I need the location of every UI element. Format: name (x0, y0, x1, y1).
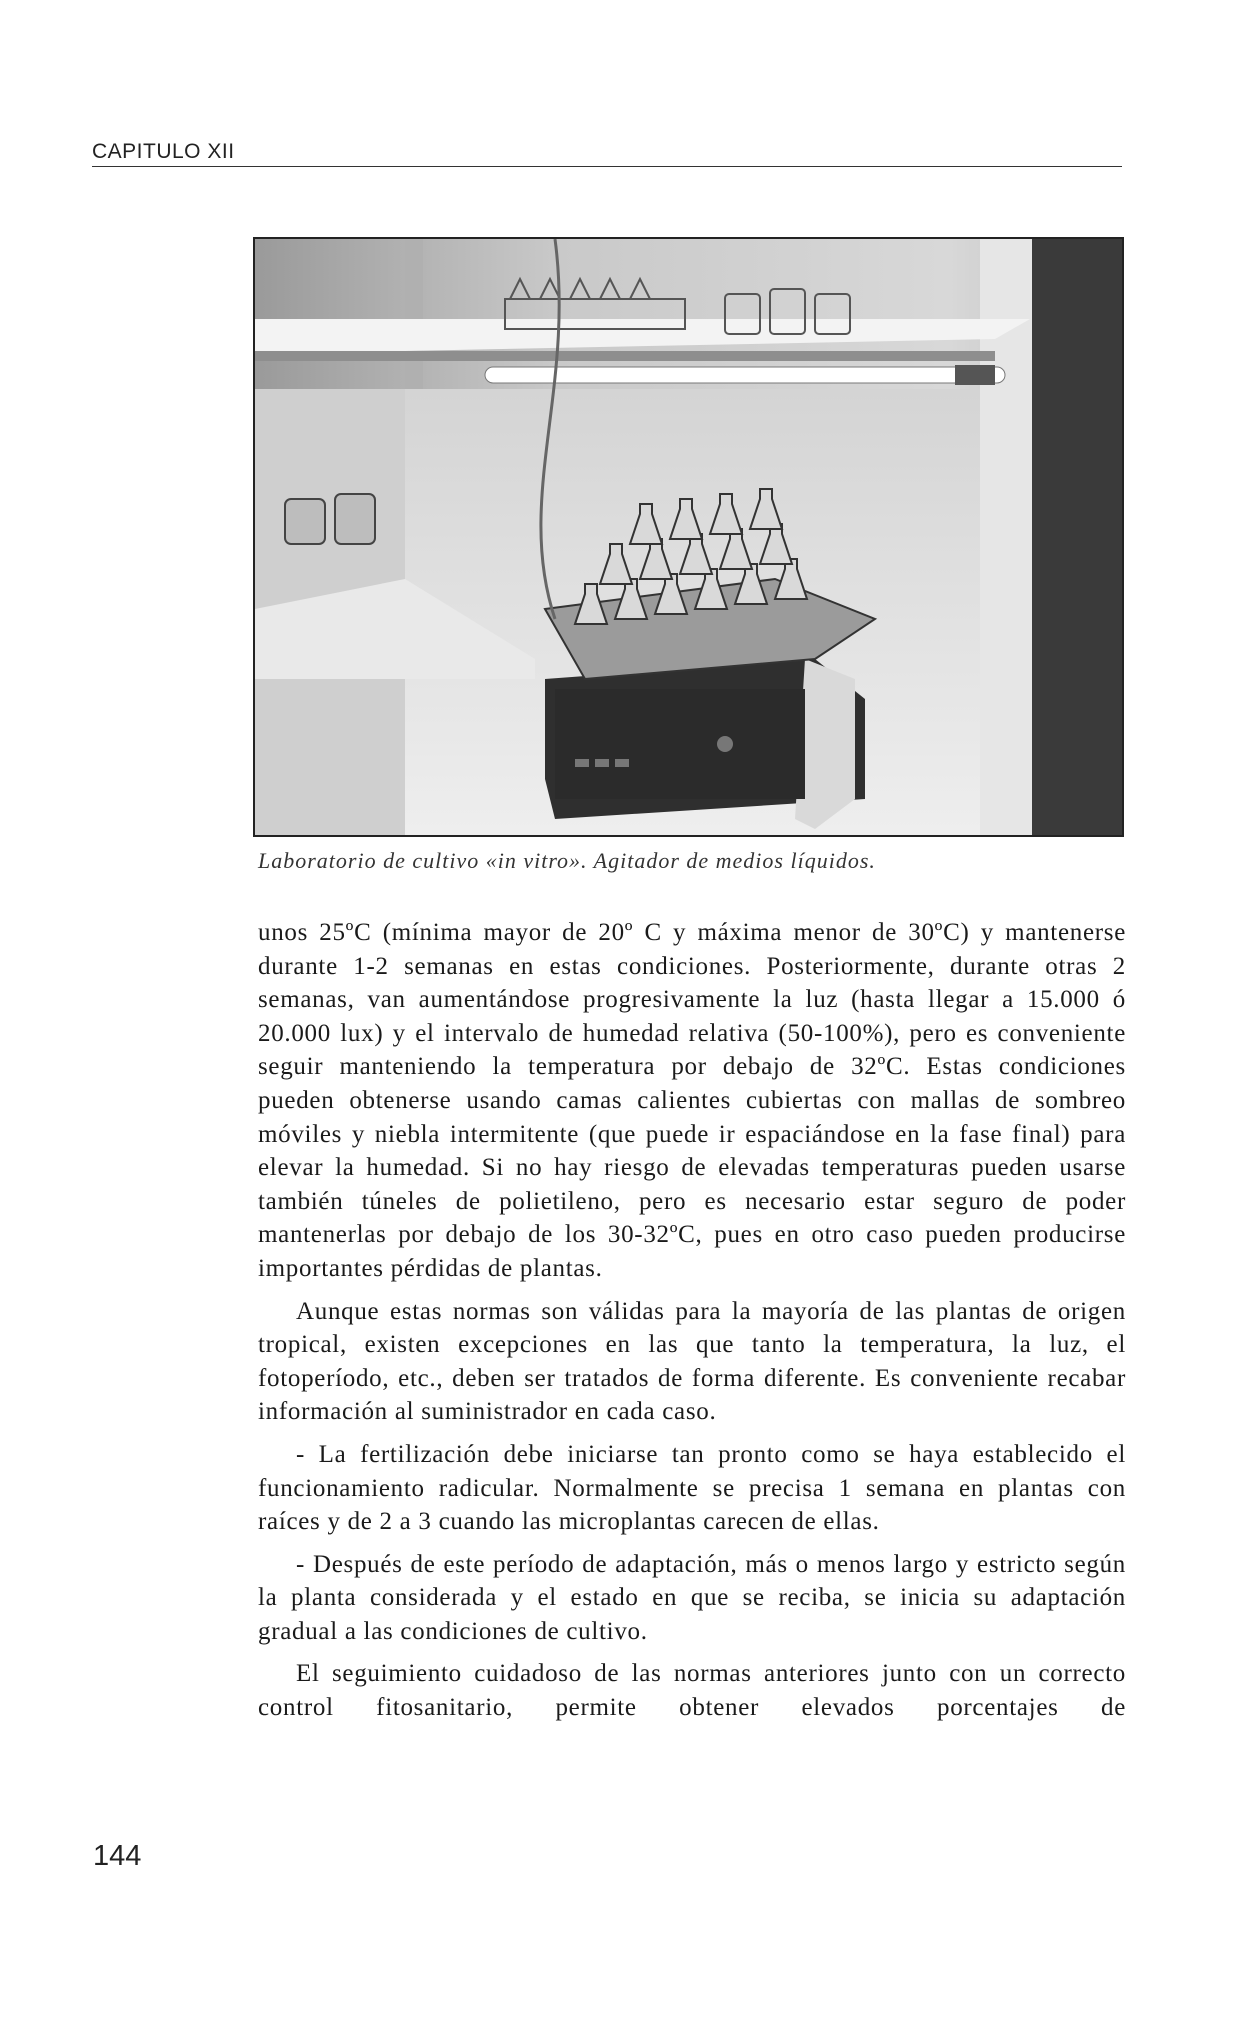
paragraph: - La fertilización debe iniciarse tan pronto como se haya establecido el funcionamiento radicular. Normalmente se precisa 1 semana en plantas con raíces y de 2 a 3 cuando las microplantas carecen de ellas. (258, 1440, 1126, 1536)
header-rule (92, 166, 1122, 167)
paragraph: - Después de este período de adaptación, más o menos largo y estricto según la planta considerada y el estado en que se reciba, se inicia su adaptación gradual a las condiciones de cultivo. (258, 1550, 1126, 1645)
body-text (258, 916, 1126, 1734)
paragraph: El seguimiento cuidadoso de las normas anteriores junto con un correcto control fitosanitario, permite obtener elevados porcentajes de (258, 1660, 1126, 1722)
figure-caption: Laboratorio de cultivo «in vitro». Agitador de medios líquidos. (258, 848, 876, 873)
paragraph: unos 25ºC (mínima mayor de 20º C y máxima menor de 30ºC) y mantenerse durante 1-2 semanas en estas condiciones. Posteriormente, durante otras 2 semanas, van aumentándose progresivamente la luz (hasta llegar a 15.000 ó 20.000 lux) y el intervalo de humedad relativa (50-100%), pero es conveniente seguir manteniendo la temperatura por debajo de 32ºC. Estas condiciones pueden obtenerse usando camas calientes cubiertas con mallas de sombreo móviles y niebla intermitente (que puede ir espaciándose en la fase final) para elevar la humedad. Si no hay riesgo de elevadas temperaturas pueden usarse también túneles de polietileno, pero es necesario estar seguro de poder mantenerlas por debajo de los 30-32ºC, pues en otro caso pueden producirse importantes pérdidas de plantas. (258, 919, 1126, 1282)
page-number: 144 (93, 1840, 142, 1872)
paragraph: Aunque estas normas son válidas para la mayoría de las plantas de origen tropical, existen excepciones en las que tanto la temperatura, la luz, el fotoperíodo, etc., deben ser tratados de forma diferente. Es conveniente recabar información al suministrador en cada caso. (258, 1297, 1126, 1426)
chapter-header: CAPITULO XII (92, 140, 235, 163)
laboratory-photo (253, 237, 1124, 837)
